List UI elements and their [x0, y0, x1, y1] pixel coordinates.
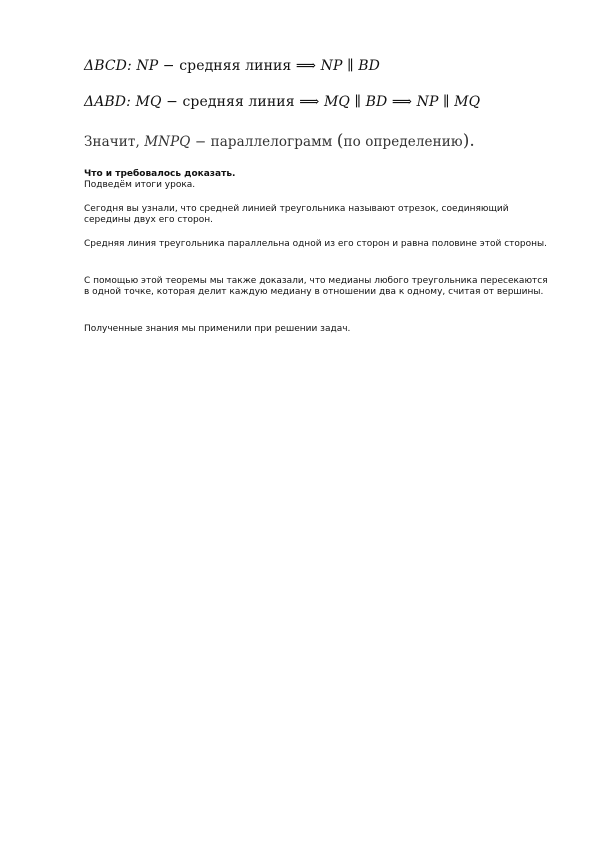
conclusion-heading: Что и требовалось доказать.: [84, 169, 236, 179]
definition-note: по определению: [343, 134, 463, 150]
triangle-abd: ΔABD:: [84, 94, 131, 110]
dash: −: [190, 134, 211, 150]
open-paren: (: [336, 131, 344, 151]
midline-label: средняя линия: [182, 94, 295, 110]
paragraph-midline-definition: Сегодня вы узнали, что средней линией треугольника называют отрезок, соединяющий середины двух его сторон.: [84, 204, 509, 225]
shape-mnpq: MNPQ: [144, 134, 191, 150]
implies-arrow: ⟹: [291, 58, 321, 74]
paragraph-applied: Полученные знания мы применили при решении задач.: [84, 324, 351, 334]
segment-np: NP: [136, 58, 159, 74]
parallel-result: NP ∥ BD: [320, 58, 380, 74]
formula-abd-midline: [84, 94, 480, 110]
paragraph-medians: С помощью этой теоремы мы также доказали, что медианы любого треугольника пересекаются в одной точке, которая делит каждую медиану в отношении два к одному, считая от вершины.: [84, 276, 548, 297]
parallel-result: MQ ∥ BD ⟹ NP ∥ MQ: [323, 94, 481, 110]
triangle-bcd: ΔBCD:: [84, 58, 132, 74]
implies-arrow: ⟹: [294, 94, 324, 110]
formula-parallelogram: [84, 131, 475, 151]
dash: −: [158, 58, 180, 74]
midline-label: средняя линия: [179, 58, 292, 74]
segment-mq: MQ: [135, 94, 162, 110]
formula-bcd-midline: [84, 58, 380, 74]
close-paren: ).: [462, 131, 475, 151]
paragraph-midline-property: Средняя линия треугольника параллельна одной из его сторон и равна половине этой стороны.: [84, 239, 547, 249]
therefore-lead: Значит,: [84, 134, 145, 150]
parallelogram-label: параллелограмм: [210, 134, 337, 150]
summary-line: Подведём итоги урока.: [84, 180, 196, 190]
dash: −: [161, 94, 183, 110]
